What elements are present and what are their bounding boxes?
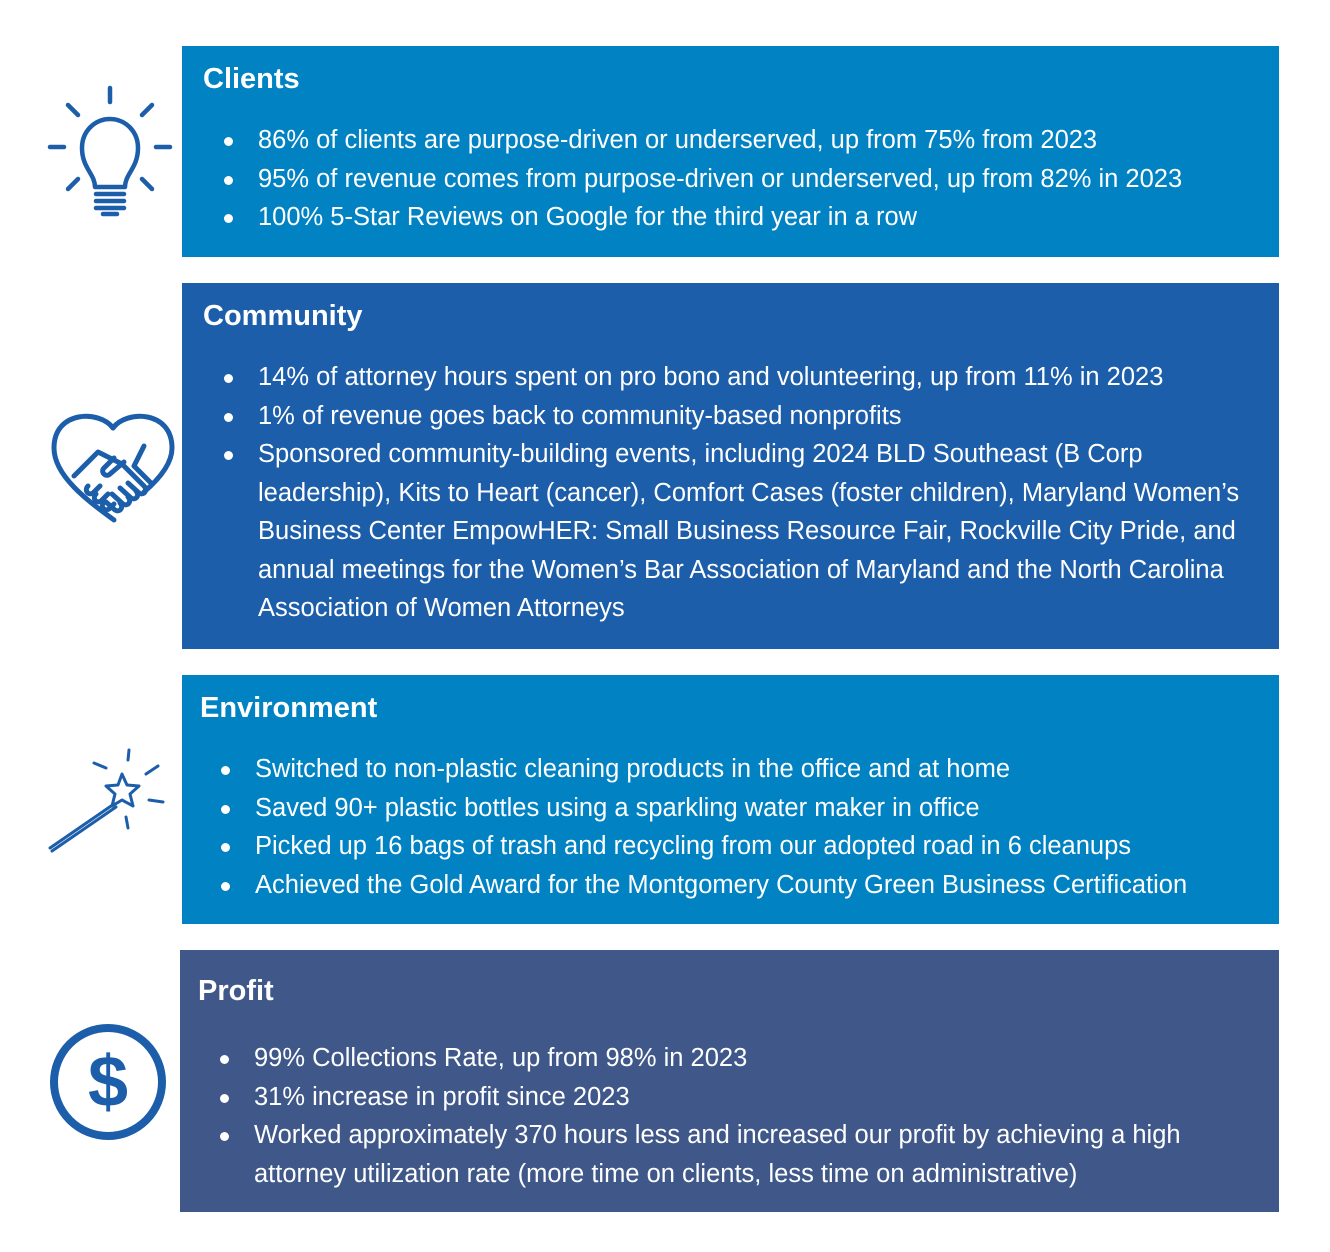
community-panel: [182, 283, 1279, 649]
list-item: 100% 5-Star Reviews on Google for the third year in a row: [222, 198, 1262, 237]
environment-title: Environment: [200, 692, 378, 724]
list-item: 1% of revenue goes back to community-based nonprofits: [222, 397, 1262, 436]
dollar-circle-icon: [46, 1020, 172, 1144]
clients-panel: [182, 46, 1279, 257]
heart-handshake-icon: [48, 406, 178, 528]
magic-wand-icon: [46, 746, 174, 854]
list-item: Sponsored community-building events, including 2024 BLD Southeast (B Corp leadership), Kits to Heart (cancer), Comfort Cases (foster children), Maryland Women’s Business Center EmpowHER: Small Business Resource Fair, Rockville City Pride, and annual meetings for the Women’s Bar Association of Maryland and the North Carolina Association of Women Attorneys: [222, 435, 1262, 628]
list-item: Worked approximately 370 hours less and increased our profit by achieving a high attorney utilization rate (more time on clients, less time on administrative): [218, 1116, 1258, 1193]
profit-title: Profit: [198, 975, 274, 1007]
clients-list: [222, 121, 1262, 237]
svg-text:$: $: [87, 1042, 129, 1122]
list-item: Saved 90+ plastic bottles using a sparkling water maker in office: [219, 789, 1269, 828]
lightbulb-icon: [46, 84, 176, 220]
list-item: 99% Collections Rate, up from 98% in 2023: [218, 1039, 1258, 1078]
list-item: 86% of clients are purpose-driven or underserved, up from 75% from 2023: [222, 121, 1262, 160]
list-item: Achieved the Gold Award for the Montgomery County Green Business Certification: [219, 866, 1269, 905]
clients-title: Clients: [203, 63, 300, 95]
community-title: Community: [203, 300, 363, 332]
list-item: 31% increase in profit since 2023: [218, 1078, 1258, 1117]
profit-list: [218, 1039, 1258, 1193]
community-list: [222, 358, 1262, 628]
profit-panel: [180, 950, 1279, 1212]
list-item: Picked up 16 bags of trash and recycling from our adopted road in 6 cleanups: [219, 827, 1269, 866]
list-item: 95% of revenue comes from purpose-driven or underserved, up from 82% in 2023: [222, 160, 1262, 199]
environment-panel: [182, 675, 1279, 924]
list-item: 14% of attorney hours spent on pro bono and volunteering, up from 11% in 2023: [222, 358, 1262, 397]
environment-list: [219, 750, 1269, 904]
list-item: Switched to non-plastic cleaning products in the office and at home: [219, 750, 1269, 789]
